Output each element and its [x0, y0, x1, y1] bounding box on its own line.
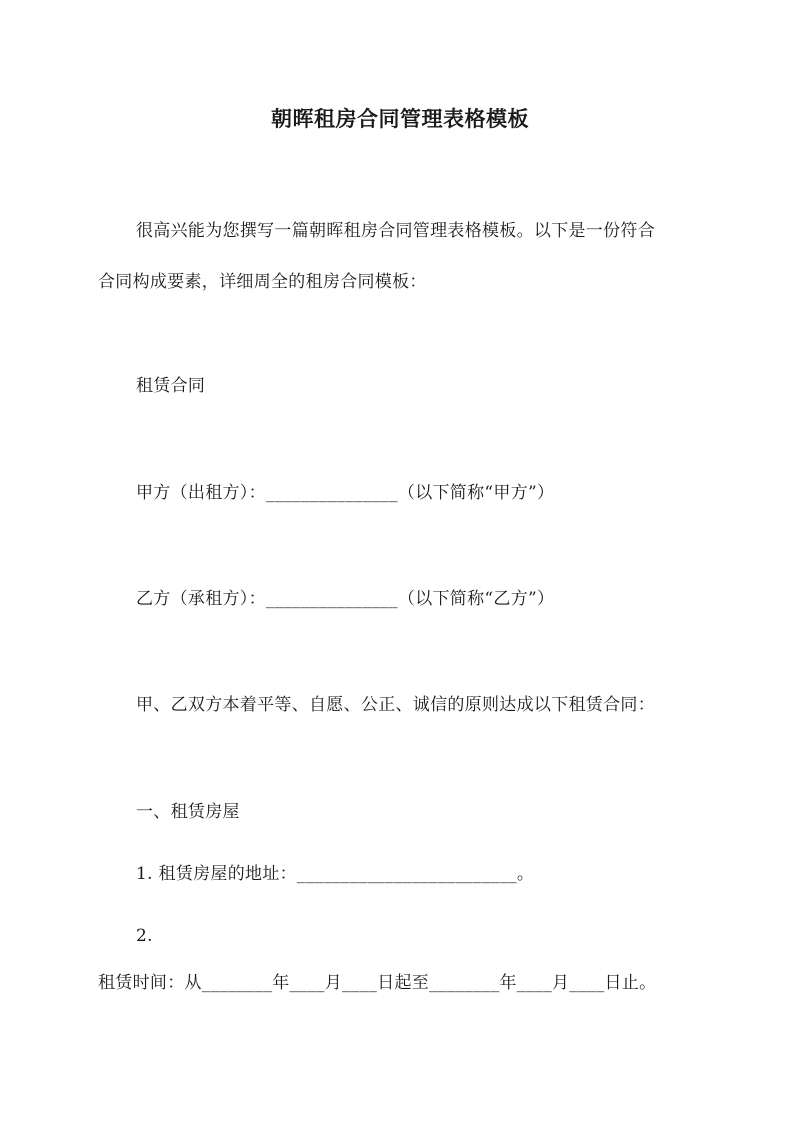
intro-paragraph-line-2: 合同构成要素，详细周全的租房合同模板：: [98, 272, 427, 292]
item-2-number: 2.: [136, 926, 153, 946]
item-2-lease-period: 租赁时间：从________年____月____日起至________年____月____日止。: [98, 973, 657, 993]
item-1-address: 1. 租赁房屋的地址：_________________________。: [136, 864, 535, 884]
party-b-line: 乙方（承租方）：_______________（以下简称“乙方”）: [136, 589, 555, 609]
section-1-heading: 一、租赁房屋: [136, 802, 240, 822]
intro-paragraph-line-1: 很高兴能为您撰写一篇朝晖租房合同管理表格模板。以下是一份符合: [136, 221, 655, 241]
party-a-line: 甲方（出租方）：_______________（以下简称“甲方”）: [136, 483, 555, 503]
contract-heading: 租赁合同: [136, 376, 206, 396]
agreement-line: 甲、乙双方本着平等、自愿、公正、诚信的原则达成以下租赁合同：: [136, 695, 655, 715]
document-title: 朝晖租房合同管理表格模板: [271, 106, 529, 131]
